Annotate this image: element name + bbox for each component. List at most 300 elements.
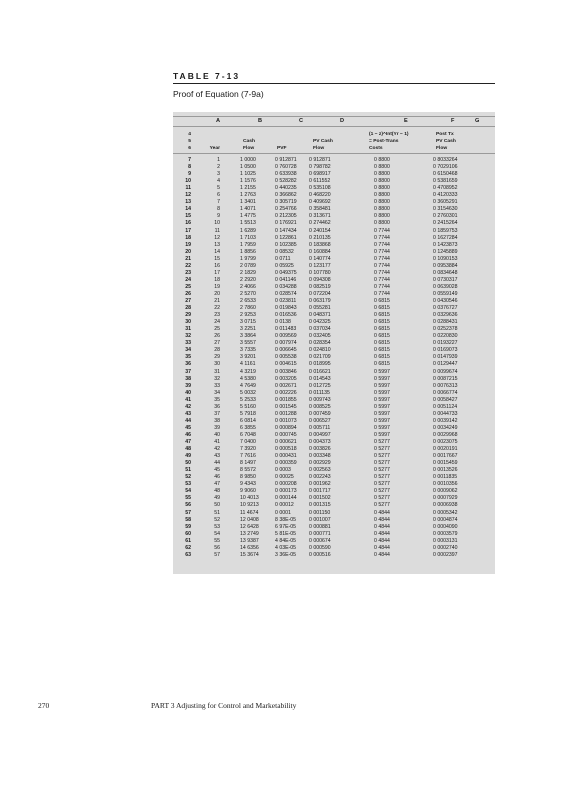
row-number: 39 [185,382,191,389]
row-number: 4 [188,132,191,137]
table-cell: 12 0408 [240,516,259,523]
table-cell: 1 1576 [240,178,256,185]
table-cell: 0 7744 [374,283,390,290]
table-cell: 0 240154 [309,227,331,234]
table-cell: 0 014543 [309,375,331,382]
table-cell: 0 2760301 [433,213,458,220]
table-cell: 0 0011835 [433,474,458,481]
table-cell: 0 042325 [309,319,331,326]
table-cell: 7 [217,199,220,206]
table-cell: 0 004997 [309,431,331,438]
table-cell: 7 0400 [240,439,256,445]
table-cell: 10 [214,220,220,227]
table-cell: 0 4844 [374,544,390,551]
table-cell: 0 048371 [309,312,331,319]
table-cell: 0 008525 [309,403,331,410]
table-row [173,270,495,277]
row-number: 43 [185,410,191,417]
table-cell: 0 000894 [275,424,297,431]
row-number: 46 [185,431,191,438]
table-row [173,446,495,453]
table-cell: 0 7744 [374,276,390,283]
table-cell: 5 81E-05 [275,530,297,537]
table-cell: 0 5277 [374,467,390,474]
table-row [173,157,495,164]
table-cell: 5 5160 [240,403,256,410]
table-cell: 0 012725 [309,382,331,389]
table-cell: 0 001545 [275,403,297,410]
table-cell: 18 [214,276,220,283]
row-number: 24 [185,276,191,283]
table-row [173,481,495,488]
table-cell: 3 2251 [240,326,256,333]
row-number: 50 [185,460,191,467]
table-cell: 0 0039142 [433,417,458,424]
table-cell: 0 1090153 [433,255,458,262]
table-row [173,164,495,171]
table-row [173,319,495,326]
table-cell: 0 8800 [374,185,390,192]
table-cell: 51 [214,509,220,516]
table-cell: 0 05925 [275,262,294,269]
row-number: 6 [188,146,191,151]
row-number: 17 [185,227,191,234]
table-row [173,199,495,206]
table-row [173,369,495,376]
table-cell: 0 5277 [374,439,390,445]
table-cell: 33 [214,382,220,389]
table-cell: 35 [214,396,220,403]
table-cell: 14 6356 [240,544,259,551]
table-cell: 0 003846 [275,368,297,375]
table-cell: 13 9387 [240,537,259,544]
table-row [173,354,495,361]
table-cell: 0 0034249 [433,424,458,431]
row-number: 59 [185,523,191,530]
table-cell: 0 001855 [275,396,297,403]
row-number: 11 [185,185,191,192]
table-cell: 0 528282 [275,178,297,185]
table-cell: 0 7744 [374,248,390,255]
table-row [173,488,495,495]
table-cell: 3 9201 [240,354,256,361]
table-cell: 0 003205 [275,375,297,382]
table-cell: 0 4844 [374,509,390,516]
table-cell: 0 001315 [309,502,331,509]
table-cell: 19 [214,283,220,290]
table-cell: 0 001007 [309,516,331,523]
row-number: 38 [185,375,191,382]
table-cell: 0 007974 [275,340,297,347]
table-cell: 0 000881 [309,523,331,530]
table-cell: 0 7744 [374,234,390,241]
table-cell: 0 006645 [275,347,297,354]
table-cell: 1 7959 [240,241,256,248]
column-letter: F [451,118,455,124]
table-cell: 0 5997 [374,382,390,389]
table-cell: 40 [214,431,220,438]
table-label: TABLE 7-13 [173,71,241,81]
row-number: 19 [185,241,191,248]
row-number: 36 [185,361,191,368]
table-cell: 12 [214,234,220,241]
table-cell: 2 5270 [240,290,256,297]
row-number: 9 [188,171,191,178]
table-cell: 0 0003579 [433,530,458,537]
table-row [173,531,495,538]
row-number: 57 [185,509,191,516]
table-row [173,418,495,425]
table-cell: 0 0953884 [433,262,458,269]
table-cell: 0 1627284 [433,234,458,241]
table-cell: 0 0376727 [433,305,458,312]
row-number: 49 [185,453,191,460]
header-cell: Flow [243,146,255,151]
table-cell: 2 6533 [240,298,256,304]
table-cell: 0 009743 [309,396,331,403]
table-cell: 0 0087215 [433,375,458,382]
table-cell: 0 0002397 [433,551,458,558]
table-cell: 0 063179 [309,298,331,304]
table-cell: 1 2763 [240,192,256,199]
table-cell: 0 5997 [374,403,390,410]
table-cell: 0 0004090 [433,523,458,530]
table-cell: 0 002563 [309,467,331,474]
table-cell: 0 5997 [374,389,390,396]
table-row [173,545,495,552]
table-cell: 0 4844 [374,523,390,530]
table-cell: 37 [214,410,220,417]
table-cell: 0 0044733 [433,410,458,417]
table-row [173,390,495,397]
table-cell: 8 1497 [240,460,256,467]
table-cell: 0 5997 [374,431,390,438]
table-cell: 0 6815 [374,305,390,312]
table-cell: 16 [214,262,220,269]
table-cell: 0 0023075 [433,439,458,445]
table-cell: 1 9799 [240,255,256,262]
table-cell: 0 0009062 [433,488,458,495]
table-cell: 0 0129447 [433,361,458,368]
table-cell: 0 8800 [374,157,390,163]
header-cell: Post Tx [436,132,454,137]
table-cell: 0 8800 [374,199,390,206]
table-row [173,277,495,284]
table-cell: 28 [214,347,220,354]
table-cell: 0 002929 [309,460,331,467]
table-row [173,312,495,319]
table-cell: 0 011135 [309,389,330,396]
table-cell: 0 0003 [275,467,291,474]
table-cell: 2 9253 [240,312,256,319]
table-cell: 54 [214,530,220,537]
table-cell: 0 002226 [275,389,297,396]
table-cell: 1 [217,157,220,163]
table-cell: 0 8033264 [433,157,458,163]
table-row [173,326,495,333]
table-cell: 0 5997 [374,375,390,382]
table-cell: 0 7029106 [433,164,458,171]
table-cell: 0 183868 [309,241,331,248]
table-cell: 24 [214,319,220,326]
table-cell: 0 6815 [374,326,390,333]
table-cell: 1 1025 [240,171,256,178]
table-cell: 0 0169073 [433,347,458,354]
table-cell: 0 0076313 [433,382,458,389]
column-letter: E [404,118,408,124]
table-cell: 0 021709 [309,354,331,361]
table-cell: 0 4844 [374,530,390,537]
table-cell: 0 041146 [275,276,297,283]
header-cell: Cash [243,139,255,144]
table-cell: 20 [214,290,220,297]
table-cell: 6 97E-05 [275,523,297,530]
table-cell: 0 3154630 [433,206,458,213]
table-cell: 0 0017667 [433,453,458,460]
table-cell: 0 7744 [374,269,390,276]
table-cell: 0 5277 [374,474,390,481]
table-cell: 3 5557 [240,340,256,347]
table-cell: 0 3605291 [433,199,458,206]
table-cell: 0 0029968 [433,431,458,438]
table-cell: 49 [214,495,220,502]
table-cell: 0 1423873 [433,241,458,248]
table-cell: 42 [214,446,220,453]
table-row [173,383,495,390]
table-cell: 36 [214,403,220,410]
table-cell: 0 011483 [275,326,297,333]
table-cell: 5 2533 [240,396,256,403]
row-number: 20 [185,248,191,255]
table-cell: 1 4071 [240,206,256,213]
header-cell: PV Cash [313,139,333,144]
table-cell: 0 4844 [374,551,390,558]
table-cell: 0 5277 [374,495,390,502]
table-cell: 0 0329636 [433,312,458,319]
table-cell: 0 007459 [309,410,331,417]
table-cell: 0 001073 [275,417,297,424]
table-row [173,510,495,517]
table-cell: 0 102385 [275,241,297,248]
row-number: 16 [185,220,191,227]
table-cell: 0 000173 [275,488,297,495]
table-cell: 44 [214,460,220,467]
column-letter: G [475,118,480,124]
table-cell: 1 6289 [240,227,256,234]
table-cell: 0 0013526 [433,467,458,474]
table-row [173,291,495,298]
table-cell: 0 0252378 [433,326,458,333]
table-cell: 0 4120333 [433,192,458,199]
row-number: 15 [185,213,191,220]
table-cell: 0 358481 [309,206,331,213]
row-number: 48 [185,446,191,453]
table-cell: 0 6815 [374,340,390,347]
table-cell: 0 107780 [309,269,331,276]
table-cell: 45 [214,467,220,474]
table-cell: 0 00012 [275,502,294,509]
table-row [173,178,495,185]
table-cell: 0 5277 [374,446,390,453]
table-cell: 1 0000 [240,157,256,163]
table-cell: 0 5997 [374,417,390,424]
table-cell: 6 [217,192,220,199]
table-cell: 1 0500 [240,164,256,171]
table-cell: 0 912871 [275,157,297,163]
table-cell: 0 018995 [309,361,331,368]
table-cell: 0 00025 [275,474,294,481]
table-row [173,305,495,312]
table-row [173,206,495,213]
table-cell: 5 7918 [240,410,256,417]
table-title: Proof of Equation (7-9a) [173,89,264,99]
table-cell: 38 [214,417,220,424]
letter-rule [173,126,495,127]
table-cell: 0 8800 [374,213,390,220]
table-cell: 25 [214,326,220,333]
table-cell: 0 028574 [275,290,297,297]
table-cell: 17 [214,269,220,276]
table-cell: 7 3920 [240,446,256,453]
table-cell: 0 140774 [309,255,331,262]
table-cell: 0 5277 [374,488,390,495]
table-cell: 29 [214,354,220,361]
table-cell: 0 000590 [309,544,331,551]
row-number: 35 [185,354,191,361]
table-cell: 0 4844 [374,516,390,523]
row-number: 45 [185,424,191,431]
table-row [173,538,495,545]
table-row [173,439,495,446]
table-cell: 0 004373 [309,439,331,445]
table-cell: 0 024810 [309,347,331,354]
row-number: 42 [185,403,191,410]
table-row [173,517,495,524]
table-row [173,220,495,227]
table-cell: 8 9850 [240,474,256,481]
row-number: 8 [188,164,191,171]
table-cell: 0 072204 [309,290,331,297]
table-cell: 0 000208 [275,481,297,488]
row-number: 53 [185,481,191,488]
table-cell: 0 7744 [374,227,390,234]
table-row [173,397,495,404]
header-cell: Flow [313,146,325,151]
row-number: 32 [185,333,191,340]
table-cell: 0 0288431 [433,319,458,326]
table-row [173,467,495,474]
table-cell: 0 305719 [275,199,297,206]
table-cell: 9 4343 [240,481,256,488]
table-cell: 0 000518 [275,446,297,453]
row-number: 23 [185,269,191,276]
row-number: 63 [185,551,191,558]
table-cell: 10 4013 [240,495,259,502]
table-cell: 0 001962 [309,481,331,488]
table-cell: 0 6815 [374,361,390,368]
table-cell: 0 5381659 [433,178,458,185]
table-cell: 0 002243 [309,474,331,481]
table-cell: 2 [217,164,220,171]
table-cell: 0 0430546 [433,298,458,304]
header-cell: Costs [369,146,383,151]
table-cell: 0 366862 [275,192,297,199]
row-number: 21 [185,255,191,262]
table-cell: 0 5277 [374,460,390,467]
table-cell: 8 38E-05 [275,516,297,523]
column-letter: D [340,118,345,124]
row-number: 31 [185,326,191,333]
table-cell: 1 7103 [240,234,256,241]
table-cell: 0 7744 [374,241,390,248]
table-cell: 0 0066774 [433,389,458,396]
table-row [173,404,495,411]
header-rule [173,153,495,154]
table-cell: 0 0138 [275,319,291,326]
row-number: 44 [185,417,191,424]
table-cell: 2 1829 [240,269,256,276]
header-rule [173,83,495,84]
row-number: 25 [185,283,191,290]
header-row [173,138,495,145]
table-cell: 46 [214,474,220,481]
table-row [173,263,495,270]
table-cell: 4 84E-05 [275,537,297,544]
table-cell: 43 [214,453,220,460]
table-cell: 0 08532 [275,248,294,255]
table-cell: 0 094308 [309,276,331,283]
table-cell: 2 7860 [240,305,256,312]
table-cell: 0 0193227 [433,340,458,347]
table-row [173,425,495,432]
table-cell: 0 0711 [275,255,291,262]
table-cell: 14 [214,248,220,255]
table-cell: 0 6150468 [433,171,458,178]
table-row [173,361,495,368]
table-cell: 47 [214,481,220,488]
table-cell: 0 001502 [309,495,331,502]
table-cell: 0 005711 [309,424,331,431]
table-cell: 0 4844 [374,537,390,544]
table-row [173,213,495,220]
table-cell: 41 [214,439,220,445]
table-cell: 0 254766 [275,206,297,213]
table-cell: 0 5997 [374,424,390,431]
table-cell: 0 633938 [275,171,297,178]
top-rule [173,116,495,117]
table-cell: 26 [214,333,220,340]
table-cell: 22 [214,305,220,312]
table-cell: 3 3864 [240,333,256,340]
table-cell: 3 7335 [240,347,256,354]
row-number: 26 [185,290,191,297]
table-cell: 0 0006938 [433,502,458,509]
table-cell: 0 912871 [309,157,331,163]
table-cell: 0 0147939 [433,354,458,361]
header-cell [200,131,220,138]
table-cell: 0 0559149 [433,290,458,297]
row-number: 61 [185,537,191,544]
table-row [173,376,495,383]
table-cell: 0 001288 [275,410,297,417]
table-cell: 0 2415264 [433,220,458,227]
table-cell: 0 000745 [275,431,297,438]
table-cell: 13 2749 [240,530,259,537]
table-cell: 0 049375 [275,269,297,276]
row-number: 10 [185,178,191,185]
row-number: 51 [185,467,191,474]
table-cell: 0 123177 [309,262,331,269]
